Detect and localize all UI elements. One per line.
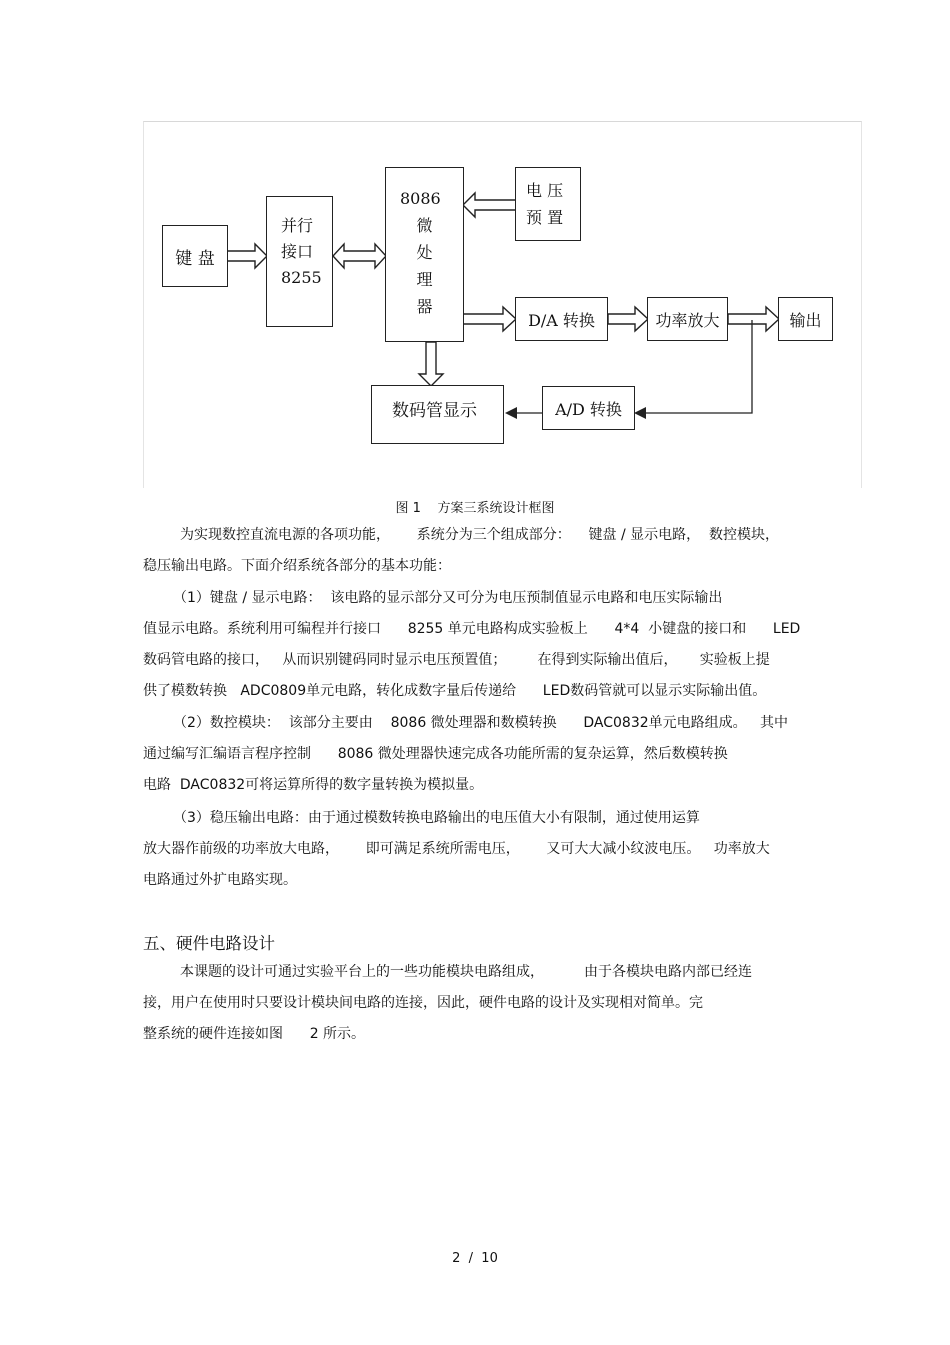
paragraph-regulated-output xyxy=(143,803,823,896)
paragraph-line: 整系统的硬件连接如图 2 所示。 xyxy=(143,1026,366,1042)
paragraph-line: 电路通过外扩电路实现。 xyxy=(143,872,297,888)
figure-caption xyxy=(0,497,950,516)
block-amp-label: 功率放大 xyxy=(655,310,720,330)
paragraph-line: 值显示电路。系统利用可编程并行接口 8255 单元电路构成实验板上 4*4 小键盘的接口和 LED xyxy=(143,621,801,637)
paragraph-line: 放大器作前级的功率放大电路， 即可满足系统所需电压， 又可大大减小纹波电压。 功率放大 xyxy=(143,841,770,857)
arrow-cpu-to-da xyxy=(463,307,516,331)
paragraph-line: 稳压输出电路。下面介绍系统各部分的基本功能： xyxy=(143,558,451,574)
block-cpu-line3: 处 xyxy=(416,243,433,262)
block-display-label: 数码管显示 xyxy=(392,401,477,421)
paragraph-line: 数码管电路的接口， 从而识别键码同时显示电压预置值； 在得到实际输出值后， 实验板上提 xyxy=(143,652,770,668)
block-output xyxy=(778,297,833,341)
arrow-feedback-to-ad xyxy=(634,407,646,419)
paragraph-line: 为实现数控直流电源的各项功能， 系统分为三个组成部分： 键盘 / 显示电路， 数控模块， xyxy=(180,527,780,543)
paragraph-line: 通过编写汇编语言程序控制 8086 微处理器快速完成各功能所需的复杂运算，然后数模转换 xyxy=(143,746,728,762)
block-da-label: D/A 转换 xyxy=(528,310,595,330)
paragraph-line: （1）键盘 / 显示电路： 该电路的显示部分又可分为电压预制值显示电路和电压实际输出 xyxy=(173,590,723,606)
block-parallel-line2: 接口 xyxy=(281,242,314,261)
block-preset-line2: 预 置 xyxy=(526,208,564,227)
block-ad-converter xyxy=(542,386,635,430)
block-da-converter xyxy=(515,297,608,341)
block-preset-line1: 电 压 xyxy=(526,181,564,200)
paragraph-line: （3）稳压输出电路：由于通过模数转换电路输出的电压值大小有限制，通过使用运算 xyxy=(173,810,700,826)
paragraph-line: 供了模数转换 ADC0809单元电路，转化成数字量后传递给 LED数码管就可以显示实际输出值。 xyxy=(143,683,767,699)
paragraph-intro xyxy=(143,520,823,582)
block-cpu-line2: 微 xyxy=(416,216,433,235)
arrow-cpu-to-display xyxy=(419,342,443,386)
block-parallel-8255 xyxy=(266,196,333,327)
arrow-da-to-amp xyxy=(608,307,648,331)
block-cpu-line4: 理 xyxy=(416,270,433,289)
block-cpu-line5: 器 xyxy=(416,297,433,316)
block-parallel-line1: 并行 xyxy=(281,216,314,235)
block-keyboard-label: 键 盘 xyxy=(175,248,215,269)
arrow-8255-cpu-bidirectional xyxy=(333,244,386,268)
paragraph-line: 接，用户在使用时只要设计模块间电路的连接，因此，硬件电路的设计及实现相对简单。完 xyxy=(143,995,703,1011)
paragraph-line: 本课题的设计可通过实验平台上的一些功能模块电路组成， 由于各模块电路内部已经连 xyxy=(180,964,753,980)
paragraph-keyboard-display xyxy=(143,583,823,707)
block-parallel-line3: 8255 xyxy=(281,268,322,287)
section-heading: 五、硬件电路设计 xyxy=(143,934,275,953)
block-output-label: 输出 xyxy=(789,310,822,330)
block-power-amp xyxy=(647,297,728,341)
block-digital-display xyxy=(371,385,504,444)
block-ad-label: A/D 转换 xyxy=(555,399,622,419)
block-voltage-preset xyxy=(515,167,581,241)
section-paragraph xyxy=(143,957,823,1050)
paragraph-line: （2）数控模块： 该部分主要由 8086 微处理器和数模转换 DAC0832单元电路组成。 其中 xyxy=(173,715,789,731)
block-cpu-8086 xyxy=(385,167,464,342)
page-number-text: 2 / 10 xyxy=(452,1251,498,1266)
page-number xyxy=(0,1251,950,1266)
arrow-amp-to-output xyxy=(728,307,779,331)
arrow-keyboard-to-8255 xyxy=(227,244,267,268)
paragraph-numeric-control xyxy=(143,708,823,801)
paragraph-line: 电路 DAC0832可将运算所得的数字量转换为模拟量。 xyxy=(143,777,484,793)
block-cpu-line1: 8086 xyxy=(400,189,441,208)
block-keyboard xyxy=(162,225,228,287)
arrow-ad-to-display xyxy=(505,407,517,419)
figure-caption-text: 图 1 方案三系统设计框图 xyxy=(395,501,555,516)
arrow-preset-to-cpu xyxy=(463,193,516,217)
